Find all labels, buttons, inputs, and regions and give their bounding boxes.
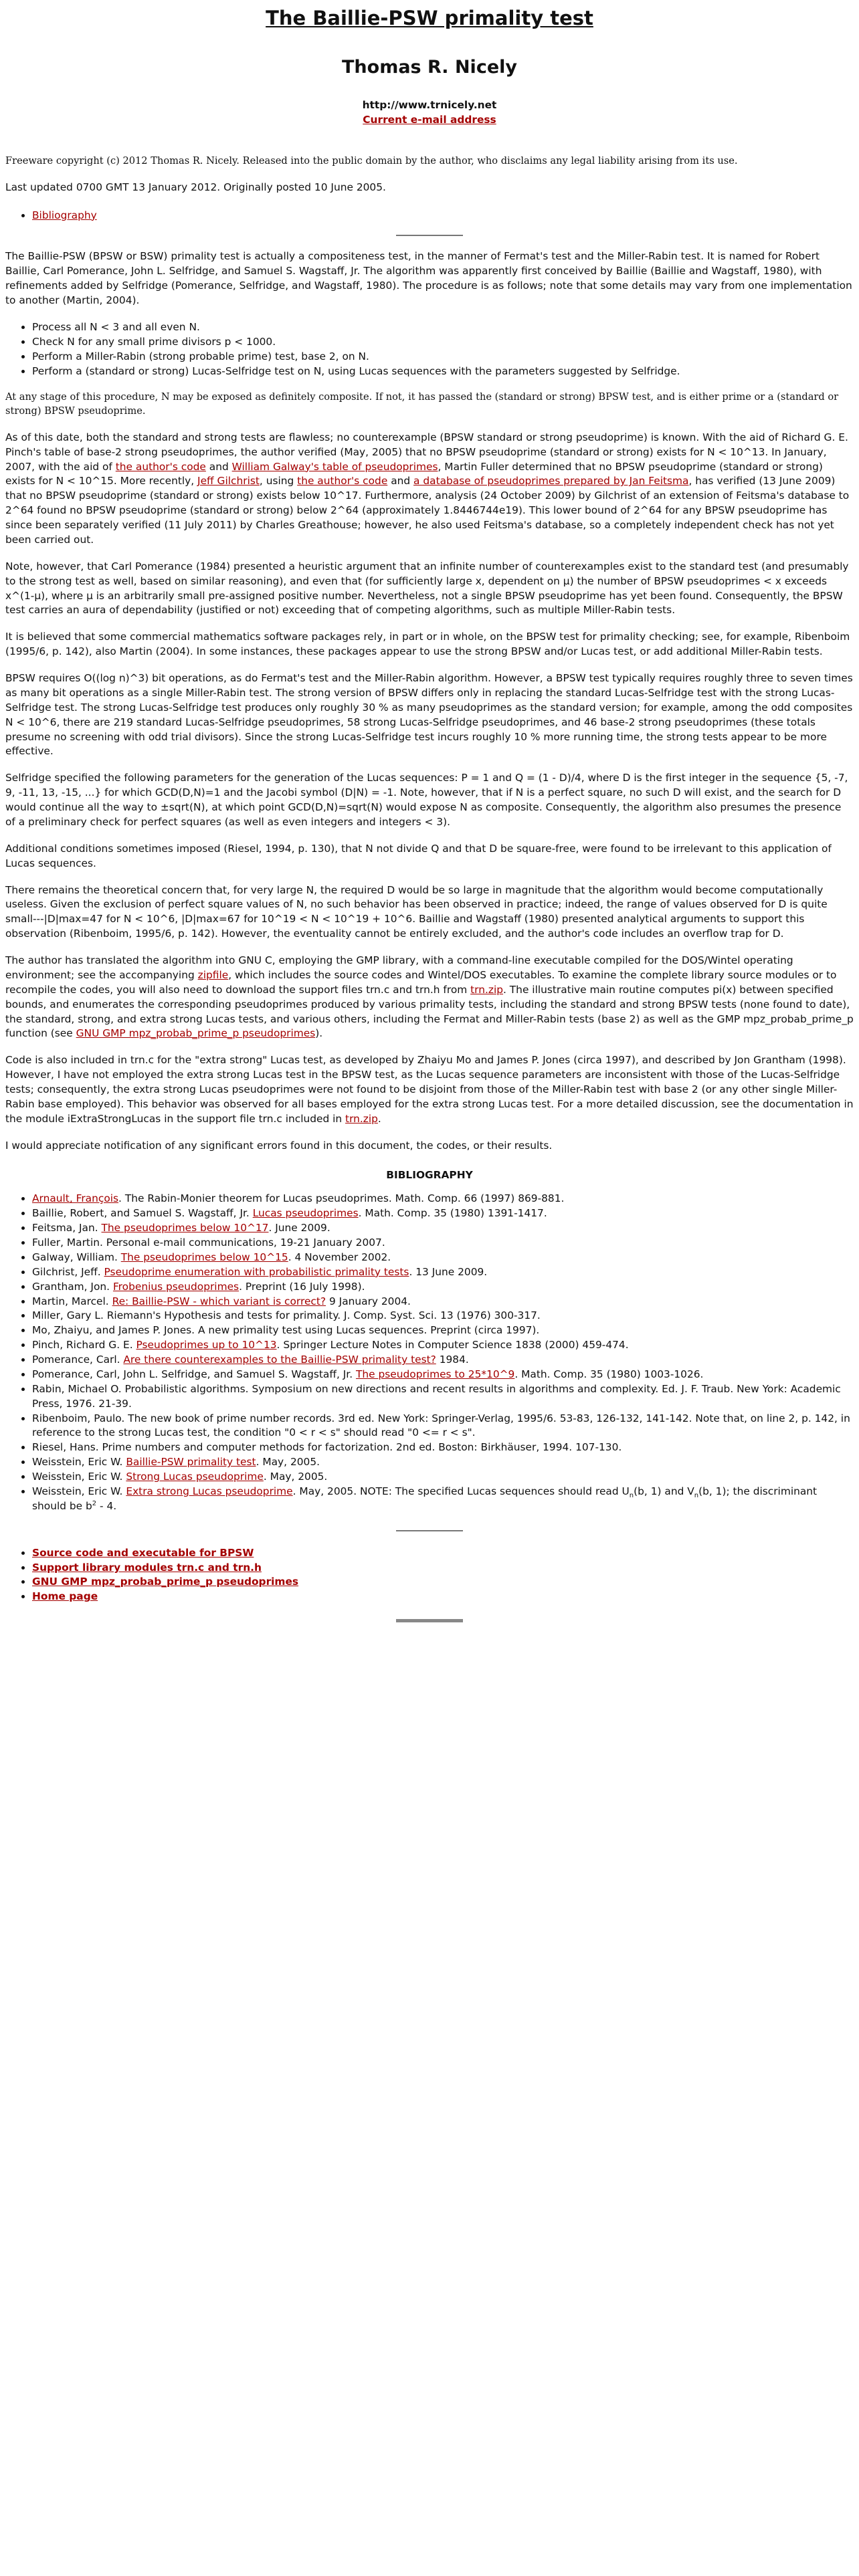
bibliography-heading: BIBLIOGRAPHY: [386, 1168, 473, 1181]
galway-table-link[interactable]: William Galway's table of pseudoprimes: [231, 460, 438, 473]
list-item: • Perform a Miller-Rabin (strong probable prime) test, base 2, on N.: [32, 350, 854, 364]
bib-link-pseudoprimes-25e9[interactable]: The pseudoprimes to 25*10^9: [355, 1368, 515, 1380]
last-updated: Last updated 0700 GMT 13 January 2012. Originally posted 10 June 2005.: [5, 181, 386, 193]
divider: [396, 1530, 463, 1531]
list-item: [32, 1561, 854, 1576]
footer-links: [5, 1546, 854, 1605]
bibliography-entry: • Weisstein, Eric W. Extra strong Lucas pseudoprime. May, 2005. NOTE: The specified Lucas sequences should read $U_n(b$, 1) and $V_n(b$, 1); the discriminant should be $b^2 - 4$.: [32, 1485, 854, 1514]
bibliography-entry: • Weisstein, Eric W. Strong Lucas pseudoprime. May, 2005.: [32, 1470, 854, 1485]
trn-zip-link-2[interactable]: trn.zip: [345, 1112, 378, 1125]
author-code-link-2[interactable]: the author's code: [297, 475, 388, 488]
bib-link-martin[interactable]: Re: Baillie-PSW - which variant is correct?: [112, 1295, 326, 1307]
bibliography-entry: • Pinch, Richard G. E. Pseudoprimes up to 10^13. Springer Lecture Notes in Computer Science 1838 (2000) 459-474.: [32, 1338, 854, 1353]
status-paragraph: As of this date, both the standard and strong tests are flawless; no counterexample (BPSW standard or strong pseudoprime) is known. With the aid of Richard G. E. Pinch's table of base-2 strong pseudoprimes, the author verified (May, 2005) that no BPSW pseudoprime (standard or strong) exists for N < 10^13. In January, 2007, with the aid of the author's code and William Galway's table of pseudoprimes, Martin Fuller determined that no BPSW pseudoprime (standard or strong) exists for N < 10^15. More recently, Jeff Gilchrist, using the author's code and a database of pseudoprimes prepared by Jan Feitsma, has verified (13 June 2009) that no BPSW pseudoprime (standard or strong) exists below 10^17. Furthermore, analysis (24 October 2009) by Gilchrist of an extension of Feitsma's database to 2^64 found no BPSW pseudoprime (standard or strong) below 2^64 (approximately 1.8446744e19). This lower bound of 2^64 for any BPSW pseudoprime has since been separately verified (11 July 2011) by Charles Greathouse; however, he also used Feitsma's database, so a completely independent check has not yet been carried out.: [5, 431, 850, 546]
bib-link-weisstein-bpsw[interactable]: Baillie-PSW primality test: [126, 1456, 256, 1469]
gmp-pseudoprimes-link[interactable]: GNU GMP mpz_probab_prime_p pseudoprimes: [76, 1027, 316, 1040]
gilchrist-link[interactable]: Jeff Gilchrist: [197, 475, 260, 488]
bib-link-feitsma[interactable]: The pseudoprimes below 10^17: [101, 1222, 269, 1235]
list-item: [32, 1546, 854, 1561]
page-header: [5, 7, 854, 128]
author-name: Thomas R. Nicely: [342, 56, 517, 78]
bibliography-entry: • Rabin, Michael O. Probabilistic algorithms. Symposium on new directions and recent results in algorithms and complexity. Ed. J. F. Traub. New York: Academic Press, 1976. 21-39.: [32, 1382, 854, 1412]
bibliography-entry: • Grantham, Jon. Frobenius pseudoprimes. Preprint (16 July 1998).: [32, 1280, 854, 1295]
bibliography-entry: • Martin, Marcel. Re: Baillie-PSW - which variant is correct? 9 January 2004.: [32, 1295, 854, 1309]
home-page-link[interactable]: Home page: [32, 1590, 98, 1603]
software-paragraph: It is believed that some commercial mathematics software packages rely, in part or in whole, on the BPSW test for primality checking; see, for example, Ribenboim (1995/6, p. 142), also Martin (2004). In some instances, these packages appear to use the strong BPSW and/or Lucas test, or add additional Miller-Rabin tests.: [5, 631, 850, 658]
bib-link-lucas-pseudoprimes[interactable]: Lucas pseudoprimes: [252, 1207, 359, 1220]
list-item: • Process all N < 3 and all even N.: [32, 320, 854, 335]
list-item: [32, 1590, 854, 1604]
bibliography-entry: • Ribenboim, Paulo. The new book of prime number records. 3rd ed. New York: Springer-Verlag, 1995/6. 53-83, 126-132, 141-142. Note that, on line 2, p. 142, in reference to the strong Lucas test, the condition "0 < r < s" should read "0 <= r < s".: [32, 1412, 854, 1441]
extra-strong-paragraph: Code is also included in trn.c for the "extra strong" Lucas test, as developed by Zhaiyu Mo and James P. Jones (circa 1997), and described by Jon Grantham (1998). However, I have not employed the extra strong Lucas test in the BPSW test, as the Lucas sequence parameters are inconsistent with those of the Lucas-Selfridge tests; consequently, the extra strong Lucas pseudoprimes were not found to be disjoint from those of the Miller-Rabin test with base 2 (or any other single Miller-Rabin base employed). This behavior was observed for all bases employed for the extra strong Lucas test. For a more detailed discussion, see the documentation in the module iExtraStrongLucas in the support file trn.c included in trn.zip.: [5, 1054, 854, 1125]
translation-paragraph: The author has translated the algorithm into GNU C, employing the GMP library, with a command-line executable compiled for the DOS/Wintel operating environment; see the accompanying zipfile, which includes the source codes and Wintel/DOS executables. To examine the complete library source modules or to recompile the codes, you will also need to download the support files trn.c and trn.h from trn.zip. The illustrative main routine computes pi(x) between specified bounds, and enumerates the corresponding pseudoprimes produced by various primality tests, including the standard and strong BPSW tests (none found to date), the standard, strong, and extra strong Lucas tests, and various others, including the Fermat and Miller-Rabin tests (base 2) as well as the GMP mpz_probab_prime_p function (see GNU GMP mpz_probab_prime_p pseudoprimes).: [5, 954, 854, 1040]
bibliography-entry: • Weisstein, Eric W. Baillie-PSW primality test. May, 2005.: [32, 1455, 854, 1470]
email-link[interactable]: Current e-mail address: [363, 114, 496, 126]
bib-link-weisstein-strong-lucas[interactable]: Strong Lucas pseudoprime: [126, 1471, 264, 1483]
bib-link-gilchrist[interactable]: Pseudoprime enumeration with probabilistic primality tests: [104, 1265, 409, 1278]
list-item: [32, 1575, 854, 1590]
bibliography-entry: • Mo, Zhaiyu, and James P. Jones. A new primality test using Lucas sequences. Preprint (circa 1997).: [32, 1323, 854, 1338]
divider: [396, 235, 463, 236]
bibliography-list: [5, 1192, 854, 1513]
bibliography-entry: • Pomerance, Carl, John L. Selfridge, and Samuel S. Wagstaff, Jr. The pseudoprimes to 25*10^9. Math. Comp. 35 (1980) 1003-1026.: [32, 1368, 854, 1382]
bib-link-pinch[interactable]: Pseudoprimes up to 10^13: [136, 1339, 277, 1352]
support-library-link[interactable]: Support library modules trn.c and trn.h: [32, 1561, 262, 1574]
author-code-link[interactable]: the author's code: [115, 460, 206, 473]
list-item: • Perform a (standard or strong) Lucas-Selfridge test on N, using Lucas sequences with the parameters suggested by Selfridge.: [32, 364, 854, 379]
gmp-pseudoprimes-footer-link[interactable]: GNU GMP mpz_probab_prime_p pseudoprimes: [32, 1576, 299, 1588]
copyright-notice: Freeware copyright (c) 2012 Thomas R. Nicely. Released into the public domain by the author, who disclaims any legal liability arising from its use.: [5, 154, 738, 167]
requirements-paragraph: BPSW requires O((log n)^3) bit operations, as do Fermat's test and the Miller-Rabin algorithm. However, a BPSW test typically requires roughly three to seven times as many bit operations as a single Miller-Rabin test. The strong version of BPSW differs only in replacing the standard Lucas-Selfridge test with the strong Lucas-Selfridge test. The strong Lucas-Selfridge test produces only roughly 30 % as many pseudoprimes as the standard version; for example, among the odd composites N < 10^6, there are 219 standard Lucas-Selfridge pseudoprimes, 58 strong Lucas-Selfridge pseudoprimes, and 46 base-2 strong pseudoprimes (these totals presume no screening with odd trial divisors). Since the strong Lucas-Selfridge test incurs roughly 10 % more running time, the strong tests appear to be more effective.: [5, 672, 853, 758]
bibliography-entry: • Gilchrist, Jeff. Pseudoprime enumeration with probabilistic primality tests. 13 June 2009.: [32, 1265, 854, 1280]
page-title: The Baillie-PSW primality test: [266, 7, 593, 29]
stage-note: At any stage of this procedure, N may be exposed as definitely composite. If not, it has passed the (standard or strong) BPSW test, and is either prime or a (standard or strong) BPSW pseudoprime.: [5, 391, 839, 417]
bib-link-arnault[interactable]: Arnault, François: [32, 1192, 119, 1205]
table-of-contents: [5, 209, 854, 223]
bib-link-pomerance-counterexamples[interactable]: Are there counterexamples to the Baillie-PSW primality test?: [123, 1354, 436, 1366]
bib-link-galway[interactable]: The pseudoprimes below 10^15: [120, 1251, 288, 1263]
footer-bar: [396, 1619, 463, 1622]
bibliography-entry: • Galway, William. The pseudoprimes below 10^15. 4 November 2002.: [32, 1251, 854, 1265]
procedure-steps: [5, 320, 854, 379]
toc-item: [32, 209, 854, 223]
bibliography-entry: • Arnault, François. The Rabin-Monier theorem for Lucas pseudoprimes. Math. Comp. 66 (1997) 869-881.: [32, 1192, 854, 1206]
bibliography-entry: • Fuller, Martin. Personal e-mail communications, 19-21 January 2007.: [32, 1236, 854, 1251]
feitsma-database-link[interactable]: a database of pseudoprimes prepared by Jan Feitsma: [413, 475, 689, 488]
bib-link-grantham[interactable]: Frobenius pseudoprimes: [112, 1280, 240, 1293]
intro-paragraph: The Baillie-PSW (BPSW or BSW) primality test is actually a compositeness test, in the manner of Fermat's test and the Miller-Rabin test. It is named for Robert Baillie, Carl Pomerance, John L. Selfridge, and Samuel S. Wagstaff, Jr. The algorithm was apparently first conceived by Baillie (Baillie and Wagstaff, 1980), with refinements added by Selfridge (Pomerance, Selfridge, and Wagstaff, 1980). The procedure is as follows; note that some details may vary from one implementation to another (Martin, 2004).: [5, 250, 852, 307]
conditions-paragraph: Additional conditions sometimes imposed (Riesel, 1994, p. 130), that N not divide Q and that D be square-free, were found to be irrelevant to this application of Lucas sequences.: [5, 842, 832, 869]
trn-zip-link[interactable]: trn.zip: [470, 983, 503, 996]
toc-bibliography-link[interactable]: Bibliography: [32, 209, 97, 221]
bibliography-entry: • Pomerance, Carl. Are there counterexamples to the Baillie-PSW primality test? 1984.: [32, 1353, 854, 1368]
bibliography-entry: • Riesel, Hans. Prime numbers and computer methods for factorization. 2nd ed. Boston: Birkhäuser, 1994. 107-130.: [32, 1440, 854, 1455]
notification-paragraph: I would appreciate notification of any significant errors found in this document, the codes, or their results.: [5, 1139, 553, 1152]
bibliography-entry: • Baillie, Robert, and Samuel S. Wagstaff, Jr. Lucas pseudoprimes. Math. Comp. 35 (1980) 1391-1417.: [32, 1206, 854, 1221]
selfridge-paragraph: Selfridge specified the following parameters for the generation of the Lucas sequences: P = 1 and Q = (1 - D)/4, where D is the first integer in the sequence {5, -7, 9, -11, 13, -15, ...} for which GCD(D,N)=1 and the Jacobi symbol (D|N) = -1. Note, however, that if N is a perfect square, no such D will exist, and the search for D would continue all the way to ±sqrt(N), at which point GCD(D,N)=sqrt(N) would expose N as composite. Consequently, the algorithm also presumes the presence of a preliminary check for perfect squares (as well as even integers and integers < 3).: [5, 772, 848, 828]
zipfile-link[interactable]: zipfile: [197, 968, 229, 981]
theoretical-paragraph: There remains the theoretical concern that, for very large N, the required D would be so large in magnitude that the algorithm would become computationally useless. Given the exclusion of perfect square values of N, no such behavior has been observed in practice; indeed, the range of values observed for D is quite small---|D|max=47 for N < 10^6, |D|max=67 for 10^19 < N < 10^19 + 10^6. Baillie and Wagstaff (1980) presented analytical arguments to support this observation (Ribenboim, 1995/6, p. 142). However, the eventuality cannot be entirely excluded, and the author's code includes an overflow trap for D.: [5, 883, 828, 940]
bib-link-weisstein-extra-strong[interactable]: Extra strong Lucas pseudoprime: [126, 1485, 293, 1497]
bibliography-entry: • Feitsma, Jan. The pseudoprimes below 10^17. June 2009.: [32, 1221, 854, 1236]
source-code-link[interactable]: Source code and executable for BPSW: [32, 1546, 254, 1559]
bibliography-entry: • Miller, Gary L. Riemann's Hypothesis and tests for primality. J. Comp. Syst. Sci. 13 (1976) 300-317.: [32, 1309, 854, 1323]
list-item: • Check N for any small prime divisors p < 1000.: [32, 335, 854, 350]
site-url: http://www.trnicely.net: [362, 99, 497, 112]
pomerance-paragraph: Note, however, that Carl Pomerance (1984) presented a heuristic argument that an infinite number of counterexamples exist to the standard test (and presumably to the strong test as well, based on similar reasoning), and even that (for sufficiently large x, dependent on μ) the number of BPSW pseudoprimes < x exceeds x^(1-μ), where μ is an arbitrarily small pre-assigned positive number. Nevertheless, not a single BPSW pseudoprime has yet been found. Consequently, the BPSW test carries an aura of dependability (justified or not) exceeding that of competing algorithms, such as multiple Miller-Rabin tests.: [5, 560, 849, 617]
